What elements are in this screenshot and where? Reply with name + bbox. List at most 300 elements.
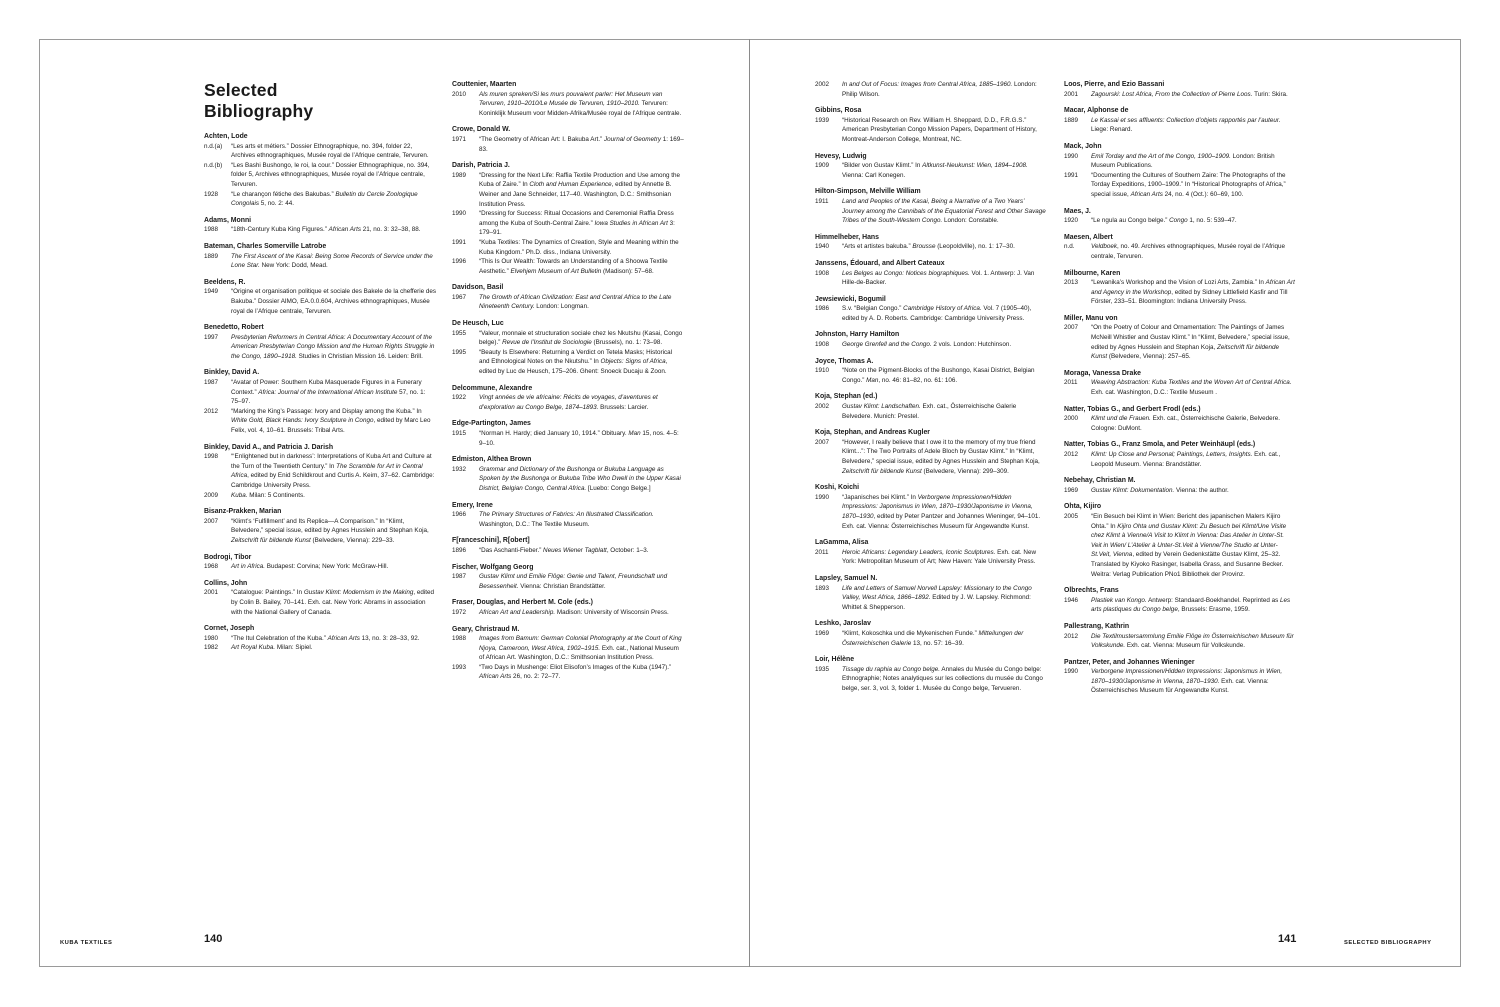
bib-author-group bbox=[815, 106, 1047, 144]
bib-entry-citation: “Norman H. Hardy; died January 10, 1914.” Obituary. Man 15, nos. 4–5: 9–10. bbox=[479, 430, 679, 447]
bib-entry-citation: Heroic Africans: Legendary Leaders, Iconic Sculptures. Exh. cat. New York: Metropolitan Museum of Art; New Haven: Yale University Press. bbox=[842, 548, 1037, 566]
bib-author: Pantzer, Peter, and Johannes Wieninger bbox=[1064, 658, 1195, 666]
bib-author: Fischer, Wolfgang Georg bbox=[452, 563, 534, 571]
bibliography-column-2 bbox=[452, 80, 684, 682]
bib-entry-citation: Les Belges au Congo: Notices biographiques. Vol. 1. Antwerp: J. Van Hille-de-Backer. bbox=[842, 269, 1035, 287]
bib-author-group bbox=[815, 80, 1047, 99]
bib-entry-year: 2007 bbox=[204, 517, 219, 525]
bib-entry-citation: Land and Peoples of the Kasai, Being a Narrative of a Two Years’ Journey among the Cannibals of the Equatorial Forest and Other Savage Tribes of the South-Western Congo. London: Constable. bbox=[842, 197, 1046, 225]
bib-author-group bbox=[1064, 369, 1296, 398]
bib-entry bbox=[452, 257, 684, 276]
bib-author-group bbox=[452, 536, 684, 555]
bib-entry-year: 1989 bbox=[452, 171, 467, 179]
bib-entry bbox=[204, 562, 436, 572]
bib-entry-year: 1986 bbox=[815, 305, 830, 313]
bib-entry-year: 1988 bbox=[204, 226, 219, 234]
bib-author-group bbox=[815, 428, 1047, 476]
bib-entry bbox=[452, 209, 684, 238]
bib-entry-citation: “Two Days in Mushenge: Eliot Elisofon’s Images of the Kuba (1947).” African Arts 26, no. 2: 72–77. bbox=[479, 663, 672, 681]
bib-entry-year: 1980 bbox=[204, 634, 219, 642]
bib-entry-year: 2012 bbox=[204, 407, 219, 415]
bib-author-group bbox=[452, 455, 684, 493]
bib-entry-citation: “On the Poetry of Colour and Ornamentation: The Paintings of James McNeill Whistler and Gustav Klimt.” In “Klimt, Belvedere,” special issue, edited by Agnes Husslein and Stephan Koja, Zeitschrift für bildende Kunst (Belvedere, Vienna): 257–65. bbox=[1091, 324, 1290, 361]
bib-entry-year: 2012 bbox=[1064, 451, 1079, 458]
bib-entry-citation: Le Kassai et ses affluents: Collection d’objets rapportés par l’auteur. Liege: Renard. bbox=[1091, 116, 1281, 134]
bib-author: Edge-Partington, James bbox=[452, 420, 531, 428]
bib-entry-year: 1991 bbox=[1064, 171, 1079, 179]
bib-entry bbox=[815, 548, 1047, 567]
bib-entry-year: 1995 bbox=[452, 348, 467, 356]
bib-entry bbox=[452, 90, 684, 119]
bib-entry-citation: The Growth of African Civilization: East and Central Africa to the Late Nineteenth Century. London: Longman. bbox=[479, 293, 672, 311]
bib-author: Moraga, Vanessa Drake bbox=[1064, 369, 1141, 377]
bib-entry-year: 1987 bbox=[452, 573, 467, 581]
bib-entry-citation: The Primary Structures of Fabrics: An Illustrated Classification. Washington, D.C.: The Textile Museum. bbox=[479, 511, 654, 528]
bib-author: Macar, Alphonse de bbox=[1064, 107, 1129, 115]
bib-author-group bbox=[1064, 476, 1296, 495]
bib-entry-year: 1982 bbox=[204, 644, 219, 652]
bib-entry bbox=[815, 493, 1047, 531]
bib-entry bbox=[452, 546, 684, 556]
bib-entry-year: 1990 bbox=[1064, 668, 1079, 676]
bib-entry-citation: S.v. “Belgian Congo.” Cambridge History of Africa. Vol. 7 (1905–40), edited by A. D. Roberts. Cambridge: Cambridge University Press. bbox=[842, 305, 1032, 322]
bib-entry-year: 1988 bbox=[452, 635, 467, 643]
bib-entry-citation: Gustav Klimt: Landschaften. Exh. cat., Österreichische Galerie Belvedere. Munich: Prestel. bbox=[842, 403, 1017, 420]
bib-entry-citation: “The Geometry of African Art: I. Bakuba Art.” Journal of Geometry 1: 169–83. bbox=[479, 135, 684, 153]
bib-entry bbox=[204, 588, 436, 617]
bib-author-group bbox=[1064, 80, 1296, 99]
bib-entry-year: 1987 bbox=[204, 379, 219, 387]
bib-author-group bbox=[452, 161, 684, 276]
bib-entry-citation: “This Is Our Wealth: Towards an Understanding of a Shoowa Textile Aesthetic.” Elvehjem Museum of Art Bulletin (Madison): 57–68. bbox=[479, 258, 668, 275]
bib-author: Himmelheber, Hans bbox=[815, 233, 879, 241]
bib-entry bbox=[1064, 278, 1296, 307]
bib-entry-year: 1993 bbox=[452, 663, 467, 671]
bib-entry bbox=[815, 161, 1047, 180]
bib-author: Hevesy, Ludwig bbox=[815, 152, 867, 160]
bib-author: Ohta, Kijiro bbox=[1064, 503, 1102, 511]
bib-author-group bbox=[452, 501, 684, 530]
bib-entry-year: 2005 bbox=[1064, 512, 1079, 520]
bib-author: Geary, Christraud M. bbox=[452, 625, 520, 633]
bib-author-group bbox=[815, 357, 1047, 386]
bib-entry-citation: “Origine et organisation politique et sociale des Bakele de la chefferie des Bakuba.” Dossier AIMO, EA.0.0.604, Archives ethnographiques, Musée royal de l’Afrique centrale, Tervuren. bbox=[231, 288, 437, 315]
bib-entry-citation: “However, I really believe that I owe it to the memory of my true friend Klimt...”: The Two Portraits of Adele Bloch by Gustav Klimt.” In “Klimt, Belvedere,” special issue, edited by Agnes Husslein and Stephan Koja, Zeitschrift für bildende Kunst (Belvedere, Vienna): 299–309. bbox=[842, 438, 1040, 475]
bib-author: Mack, John bbox=[1064, 142, 1102, 150]
bib-author-group bbox=[452, 563, 684, 592]
bib-author: Koja, Stephan, and Andreas Kugler bbox=[815, 429, 930, 437]
bib-author-group bbox=[204, 368, 436, 435]
bib-entry bbox=[204, 333, 436, 362]
bib-entry-year: 1935 bbox=[815, 665, 830, 673]
bib-entry-year: 1990 bbox=[452, 210, 467, 218]
bib-entry bbox=[452, 171, 684, 209]
bib-author: Janssens, Édouard, and Albert Cateaux bbox=[815, 259, 945, 267]
bib-entry-year: 2011 bbox=[815, 548, 829, 556]
bib-entry bbox=[204, 225, 436, 235]
bib-entry bbox=[452, 293, 684, 312]
bib-entry-year: 1908 bbox=[815, 341, 830, 349]
bib-entry bbox=[452, 465, 684, 494]
bib-entry-citation: Emil Torday and the Art of the Congo, 1900–1909. London: British Museum Publications. bbox=[1091, 152, 1275, 170]
bib-author-group bbox=[815, 330, 1047, 349]
bib-author: Jewsiewicki, Bogumil bbox=[815, 295, 886, 303]
bib-entry bbox=[815, 402, 1047, 421]
bib-entry bbox=[815, 366, 1047, 385]
bib-author: Maes, J. bbox=[1064, 207, 1091, 215]
bib-author: Emery, Irene bbox=[452, 501, 493, 509]
bib-author: Edmiston, Althea Brown bbox=[452, 456, 532, 464]
bib-author-group bbox=[452, 283, 684, 312]
bib-author-group bbox=[1064, 314, 1296, 362]
bib-author: Natter, Tobias G., and Gerbert Frodl (eds.) bbox=[1064, 405, 1201, 413]
bib-author: Leshko, Jaroslav bbox=[815, 620, 871, 628]
bib-author-group bbox=[1064, 586, 1296, 615]
bib-entry bbox=[1064, 216, 1296, 226]
bib-entry-year: 1971 bbox=[452, 135, 467, 143]
bib-entry-citation: “Klimt, Kokoschka und die Mykenischen Funde.” Mitteilungen der Österreichischen Galerie 13, no. 57: 16–39. bbox=[842, 629, 1024, 647]
bib-author-group bbox=[815, 152, 1047, 181]
page-title bbox=[204, 80, 436, 122]
bib-entry-year: 2011 bbox=[1064, 379, 1078, 387]
bib-author-group bbox=[452, 419, 684, 448]
bib-author-group bbox=[204, 278, 436, 316]
bib-entry bbox=[452, 663, 684, 682]
bib-entry-citation: Als muren spreken/Si les murs pouvaient parler: Het Museum van Tervuren, 1910–2010/Le Musée de Tervuren, 1910–2010. Tervuren: Koninklijk Museum voor Midden-Afrika/Musée royal de l’Afrique centrale. bbox=[479, 90, 682, 117]
bib-entry-year: 1893 bbox=[815, 584, 830, 592]
bib-entry-citation: “Japanisches bei Klimt.” In Verborgene Impressionen/Hidden Impressions: Japonismus in Wien, 1870–1930/Japonisme in Vienna, 1870–1930, edited by Peter Pantzer and Johannes Wieninger, 94–101. Exh. cat. Vienna: Österreichisches Museum für Angewandte Kunst. bbox=[842, 493, 1041, 530]
bib-entry-citation: “Les Bashi Bushongo, le roi, la cour.” Dossier Ethnographique, no. 394, folder 5, Archives ethnographiques, Musée royal de l’Afrique centrale, Tervuren. bbox=[231, 161, 430, 188]
bib-entry bbox=[815, 269, 1047, 288]
bib-author: Loir, Hélène bbox=[815, 656, 855, 664]
bib-entry bbox=[1064, 378, 1296, 397]
bib-entry-citation: Art Royal Kuba. Milan: Sipiel. bbox=[231, 644, 313, 652]
bib-entry-citation: African Art and Leadership. Madison: University of Wisconsin Press. bbox=[479, 608, 669, 616]
bib-author-group bbox=[204, 443, 436, 501]
gutter-line bbox=[749, 39, 750, 967]
bib-entry bbox=[204, 252, 436, 271]
bib-entry-citation: In and Out of Focus: Images from Central Africa, 1885–1960. London: Philip Wilson. bbox=[842, 81, 1037, 98]
bib-author: Gibbins, Rosa bbox=[815, 107, 862, 115]
bib-entry-citation: “Valeur, monnaie et structuration sociale chez les Nkutshu (Kasai, Congo belge).” Revue de l’Institut de Sociologie (Brussels), no. 1: 73–98. bbox=[479, 329, 683, 347]
bib-entry-citation: “Kuba Textiles: The Dynamics of Creation, Style and Meaning within the Kuba Kingdom.” Ph.D. diss., Indiana University. bbox=[479, 238, 679, 256]
bib-entry-year: 1932 bbox=[452, 465, 467, 473]
bib-entry-citation: The First Ascent of the Kasai: Being Some Records of Service under the Lone Star. New York: Dodd, Mead. bbox=[231, 252, 433, 270]
bib-author-group bbox=[204, 132, 436, 209]
bib-entry-citation: Zagourski: Lost Africa, From the Collection of Pierre Loos. Turin: Skira. bbox=[1091, 90, 1288, 98]
bib-entry-year: 2010 bbox=[452, 90, 467, 98]
bib-author-group bbox=[452, 80, 684, 118]
bib-entry bbox=[815, 665, 1047, 694]
bib-author: Natter, Tobias G., Franz Smola, and Peter Weinhäupl (eds.) bbox=[1064, 441, 1256, 449]
page-number-right: 141 bbox=[1278, 933, 1297, 945]
bib-entry-year: 1997 bbox=[204, 333, 219, 341]
bib-entry-citation: Gustav Klimt und Emilie Flöge: Genie und Talent, Freundschaft und Besessenheit. Vienna: Christian Brandstätter. bbox=[479, 573, 668, 590]
bibliography-column-1 bbox=[204, 80, 436, 653]
bib-author-group bbox=[204, 323, 436, 361]
bib-entry-year: 1909 bbox=[815, 162, 830, 170]
bib-entry bbox=[1064, 171, 1296, 200]
bib-author: Milbourne, Karen bbox=[1064, 269, 1121, 277]
bib-entry-citation: “Les arts et métiers.” Dossier Ethnographique, no. 394, folder 22, Archives ethnographiques, Musée royal de l’Afrique centrale, Tervuren. bbox=[231, 142, 429, 160]
bib-author-group bbox=[1064, 622, 1296, 651]
bib-entry-year: 2013 bbox=[1064, 279, 1079, 287]
bib-author: Olbrechts, Frans bbox=[1064, 587, 1119, 595]
bib-entry bbox=[815, 197, 1047, 226]
bib-entry bbox=[452, 135, 684, 154]
bib-entry bbox=[815, 304, 1047, 323]
bib-author-group bbox=[204, 242, 436, 271]
bib-entry-year: 1922 bbox=[452, 394, 467, 402]
bib-entry-citation: “Documenting the Cultures of Southern Zaire: The Photographs of the Torday Expeditions, 1900–1909.” In “Historical Photographs of Africa,” special issue, African Arts 24, no. 4 (Oct.): 60–69, 100. bbox=[1091, 171, 1286, 198]
running-head-right: SELECTED BIBLIOGRAPHY bbox=[1344, 940, 1432, 946]
bib-entry bbox=[1064, 116, 1296, 135]
bib-author: Couttenier, Maarten bbox=[452, 81, 517, 88]
bib-entry-citation: Images from Bamum: German Colonial Photography at the Court of King Njoya, Cameroon, West Africa, 1902–1915. Exh. cat., National Museum of African Art. Washington, D.C.: Smithsonian Institution Press. bbox=[479, 635, 682, 662]
bib-entry-year: 1889 bbox=[1064, 116, 1079, 124]
bib-entry-citation: “Bilder von Gustav Klimt.” In Altkunst-Neukunst: Wien, 1894–1908. Vienna: Carl Konegen. bbox=[842, 162, 1028, 179]
bib-entry-citation: Gustav Klimt: Dokumentation. Vienna: the author. bbox=[1091, 486, 1229, 494]
bib-author-group bbox=[1064, 658, 1296, 696]
bib-entry-citation: Grammar and Dictionary of the Bushonga or Bukuba Language as Spoken by the Bushonga or Bukuba Tribe Who Dwell in the Upper Kasai District, Belgian Congo, Central Africa. [Luebo: Congo Belge.] bbox=[479, 465, 681, 492]
bib-author: Davidson, Basil bbox=[452, 284, 504, 292]
bib-entry-citation: “Arts et artistes bakuba.” Brousse (Leopoldville), no. 1: 17–30. bbox=[842, 243, 1015, 251]
bib-entry-year: 1949 bbox=[204, 288, 219, 296]
bib-entry-year: 2001 bbox=[204, 589, 219, 597]
bib-entry-year: 1991 bbox=[452, 238, 467, 246]
bib-entry bbox=[204, 452, 436, 490]
bib-entry-citation: Plastiek van Kongo. Antwerp: Standaard-Boekhandel. Reprinted as Les arts plastiques du Congo belge, Brussels: Erasme, 1959. bbox=[1091, 596, 1291, 614]
bib-author: Cornet, Joseph bbox=[204, 625, 255, 633]
running-head-left: KUBA TEXTILES bbox=[60, 940, 113, 946]
bib-author: Bateman, Charles Somerville Latrobe bbox=[204, 242, 327, 250]
bib-entry-citation: Klimt: Up Close and Personal; Paintings, Letters, Insights. Exh. cat., Leopold Museum. Vienna: Brandstätter. bbox=[1091, 451, 1281, 468]
bib-author-group bbox=[815, 619, 1047, 648]
bib-entry-year: 2007 bbox=[1064, 324, 1079, 332]
bib-entry-year: 1969 bbox=[1064, 486, 1079, 494]
bib-author-group bbox=[1064, 440, 1296, 469]
bib-entry-year: n.d.(b) bbox=[204, 161, 223, 169]
bib-entry bbox=[452, 393, 684, 412]
bib-entry-year: 1946 bbox=[1064, 596, 1079, 604]
bib-entry-citation: Vingt années de vie africaine: Récits de voyages, d’aventures et d’exploration au Congo Belge, 1874–1893. Brussels: Larcier. bbox=[479, 394, 658, 411]
bib-entry-citation: “Beauty Is Elsewhere: Returning a Verdict on Tetela Masks; Historical and Ethnological Notes on the Nkutshu.” In Objects: Signs of Africa, edited by Luc de Heusch, 175–206. Ghent: Snoeck Ducaju & Zoon. bbox=[479, 348, 673, 376]
bib-entry bbox=[1064, 667, 1296, 696]
bib-entry bbox=[452, 572, 684, 591]
bib-entry-citation: Presbyterian Reformers in Central Africa: A Documentary Account of the American Presbyterian Congo Mission and the Human Rights Struggle in the Congo, 1890–1918. Studies in Christian Mission 16. Leiden: Brill. bbox=[231, 333, 435, 360]
bib-author-group bbox=[452, 125, 684, 154]
bib-entry bbox=[204, 190, 436, 209]
bib-entry-citation: Life and Letters of Samuel Norvell Lapsley: Missionary to the Congo Valley, West Africa, 1866–1892. Edited by J. W. Lapsley. Richmond: Whittet & Shepperson. bbox=[842, 584, 1032, 611]
page-number-left: 140 bbox=[204, 933, 223, 945]
bib-author: Bodrogi, Tibor bbox=[204, 553, 252, 561]
bib-entry bbox=[815, 340, 1047, 350]
bib-author: Fraser, Douglas, and Herbert M. Cole (eds.) bbox=[452, 599, 593, 607]
bib-entry-citation: “Marking the King’s Passage: Ivory and Display among the Kuba.” In White Gold, Black Hands: Ivory Sculpture in Congo, edited by Marc Leo Felix, vol. 4, 10–61. Brussels: Tribal Arts. bbox=[231, 407, 431, 435]
title-line-1: Selected bbox=[204, 80, 278, 100]
bib-author: Beeldens, R. bbox=[204, 278, 246, 286]
bib-entry bbox=[1064, 450, 1296, 469]
bib-author-group bbox=[815, 259, 1047, 288]
bib-entry bbox=[452, 348, 684, 377]
bib-entry-citation: Tissage du raphia au Congo belge. Annales du Musée du Congo belge: Ethnographie; Notes analytiques sur les collections du musée du Congo belge, ser. 3, vol. 3, folder 1. Musée du Congo belge, Tervueren. bbox=[842, 665, 1043, 692]
bib-author: Collins, John bbox=[204, 579, 248, 587]
bib-author-group bbox=[1064, 405, 1296, 434]
bib-author: LaGamma, Alisa bbox=[815, 539, 869, 547]
bib-entry bbox=[452, 608, 684, 618]
bib-entry-citation: Klimt und die Frauen. Exh. cat., Österreichische Galerie, Belvedere. Cologne: DuMont. bbox=[1091, 415, 1281, 432]
bibliography-column-4 bbox=[1064, 80, 1296, 696]
bib-entry bbox=[204, 142, 436, 161]
bib-entry-year: 1998 bbox=[204, 453, 219, 461]
bib-entry bbox=[452, 510, 684, 529]
bibliography-column-3 bbox=[815, 80, 1047, 693]
bib-author-group bbox=[204, 624, 436, 653]
bib-author-group bbox=[452, 319, 684, 377]
bib-author: Delcommune, Alexandre bbox=[452, 384, 533, 392]
bib-entry bbox=[815, 116, 1047, 145]
bib-entry-year: 1908 bbox=[815, 269, 830, 277]
bib-entry bbox=[204, 634, 436, 644]
bib-entry bbox=[204, 517, 436, 546]
bib-author: Achten, Lode bbox=[204, 133, 248, 140]
title-line-2: Bibliography bbox=[204, 101, 314, 121]
bib-author: Maesen, Albert bbox=[1064, 233, 1113, 241]
bib-entry-citation: Weaving Abstraction: Kuba Textiles and the Woven Art of Central Africa. Exh. cat. Washington, D.C.: Textile Museum . bbox=[1091, 379, 1292, 397]
bib-entry-year: 1915 bbox=[452, 430, 467, 437]
bib-entry-year: 2002 bbox=[815, 81, 830, 88]
bib-entry-year: 2001 bbox=[1064, 90, 1079, 98]
bib-entry-year: 1910 bbox=[815, 367, 830, 375]
bib-author-group bbox=[204, 216, 436, 235]
bib-entry-citation: “Das Aschanti-Fieber.” Neues Wiener Tagblatt, October: 1–3. bbox=[479, 546, 649, 554]
bib-author: Lapsley, Samuel N. bbox=[815, 574, 878, 582]
bib-author: De Heusch, Luc bbox=[452, 320, 504, 328]
bib-entry bbox=[815, 584, 1047, 613]
bib-entry bbox=[1064, 486, 1296, 496]
bib-author: Darish, Patricia J. bbox=[452, 162, 510, 170]
bib-entry bbox=[1064, 90, 1296, 100]
bib-author: Hilton-Simpson, Melville William bbox=[815, 188, 921, 196]
bib-entry bbox=[1064, 596, 1296, 615]
bib-entry-citation: “Le charançon fétiche des Bakubas.” Bulletin du Cercle Zoologique Congolais 5, no. 2: 44. bbox=[231, 190, 418, 208]
bib-author: Loos, Pierre, and Ezio Bassani bbox=[1064, 81, 1165, 88]
bib-author: Binkley, David A., and Patricia J. Darish bbox=[204, 443, 334, 451]
bib-author: Koshi, Koichi bbox=[815, 484, 860, 492]
bib-author: Benedetto, Robert bbox=[204, 324, 264, 332]
bib-entry-year: 2007 bbox=[815, 438, 830, 446]
bib-entry bbox=[204, 161, 436, 190]
bib-entry-citation: “Le ngula au Congo belge.” Congo 1, no. 5: 539–47. bbox=[1091, 217, 1237, 225]
bib-author: Adams, Monni bbox=[204, 216, 252, 224]
bib-author-group bbox=[1064, 207, 1296, 226]
bib-entry-year: 1968 bbox=[204, 563, 219, 571]
bib-entry-citation: “Ein Besuch bei Klimt in Wien: Bericht des japanischen Malers Kijiro Ohta.” In Kijiro Ohta und Gustav Klimt: Zu Besuch bei Klimt/Une Visite chez Klimt à Vienne/A Visit to Klimt in Vienna: Das Atelier in Unter-St. Veit in Wien/ L’Atelier à Unter-St.Veit à Vienne/The Studio at Unter-St.Veit, Vienna, edited by Verein Gedenkstätte Gustav Klimt, 25–32. Translated by Kiyoko Rasinger, Isabella Grass, and Susanne Becker. Weitra: Verlag Publication PNo1 Bibliothek der Provinz. bbox=[1091, 512, 1287, 578]
bib-entry bbox=[452, 329, 684, 348]
bib-author-group bbox=[1064, 233, 1296, 262]
bib-author: Koja, Stephan (ed.) bbox=[815, 393, 878, 401]
bib-author: F[ranceschini], R[obert] bbox=[452, 537, 530, 545]
bib-author-group bbox=[1064, 269, 1296, 307]
bib-entry-year: 2000 bbox=[1064, 415, 1079, 423]
bib-entry-citation: “Historical Research on Rev. William H. Sheppard, D.D., F.R.G.S.” American Presbyterian Congo Mission Papers, Department of History, Montreat-Anderson College, Montreat, NC. bbox=[842, 116, 1037, 143]
bib-author-group bbox=[815, 574, 1047, 612]
bib-author: Miller, Manu von bbox=[1064, 314, 1118, 322]
bib-entry-citation: “Avatar of Power: Southern Kuba Masquerade Figures in a Funerary Context.” Africa: Journal of the International African Institute 57, no. 1: 75–97. bbox=[231, 379, 426, 406]
bib-entry-year: n.d. bbox=[1064, 243, 1075, 251]
bib-entry-citation: Veldboek, no. 49. Archives ethnographiques, Musée royal de l’Afrique centrale, Tervuren. bbox=[1091, 243, 1286, 260]
bib-entry-year: 1990 bbox=[1064, 152, 1079, 160]
bib-entry-year: 1939 bbox=[815, 116, 830, 124]
bib-entry-citation: Kuba. Milan: 5 Continents. bbox=[231, 491, 305, 499]
bib-entry-citation: “Dressing for Success: Ritual Occasions and Ceremonial Raffia Dress among the Kuba of South-Central Zaire.” Iowa Studies in African Art 3: 179–91. bbox=[479, 210, 675, 237]
bib-author-group bbox=[815, 295, 1047, 324]
bib-entry-citation: “Klimt’s ‘Fulfillment’ and Its Replica—A Comparison.” In “Klimt, Belvedere,” special issue, edited by Agnes Husslein and Stephan Koja, Zeitschrift für bildende Kunst (Belvedere, Vienna): 229–33. bbox=[231, 517, 429, 544]
bib-entry-citation: “Note on the Pigment-Blocks of the Bushongo, Kasai District, Belgian Congo.” Man, no. 46: 81–82, no. 61: 106. bbox=[842, 367, 1035, 384]
bib-author: Crowe, Donald W. bbox=[452, 126, 511, 134]
bib-entry-year: 1967 bbox=[452, 293, 467, 301]
bib-author: Johnston, Harry Hamilton bbox=[815, 331, 900, 339]
bib-entry-year: 1940 bbox=[815, 243, 830, 251]
bib-entry bbox=[204, 378, 436, 407]
bib-author: Joyce, Thomas A. bbox=[815, 357, 874, 365]
bib-entry bbox=[815, 438, 1047, 476]
bib-entry-year: 1955 bbox=[452, 329, 467, 337]
bib-author: Binkley, David A. bbox=[204, 369, 260, 377]
bib-entry bbox=[452, 634, 684, 663]
bib-author-group bbox=[1064, 142, 1296, 200]
bib-entry-year: 2009 bbox=[204, 491, 219, 499]
bib-entry bbox=[204, 643, 436, 653]
bib-entry bbox=[204, 407, 436, 436]
bib-author-group bbox=[204, 507, 436, 545]
bib-entry-year: n.d.(a) bbox=[204, 142, 223, 150]
bib-author-group bbox=[815, 392, 1047, 421]
bib-entry-year: 1920 bbox=[1064, 217, 1079, 225]
bib-entry-year: 1896 bbox=[452, 546, 467, 554]
bib-author-group bbox=[204, 553, 436, 572]
bib-author-group bbox=[452, 598, 684, 617]
bib-entry bbox=[815, 629, 1047, 648]
bib-entry bbox=[204, 491, 436, 501]
bib-entry-year: 1889 bbox=[204, 252, 219, 260]
bib-entry-year: 1966 bbox=[452, 511, 467, 519]
bib-entry bbox=[1064, 152, 1296, 171]
bib-entry bbox=[1064, 632, 1296, 651]
bib-entry-citation: “18th-Century Kuba King Figures.” African Arts 21, no. 3: 32–38, 88. bbox=[231, 226, 421, 234]
bib-author: Pallestrang, Kathrin bbox=[1064, 622, 1130, 630]
bib-entry-citation: “Catalogue: Paintings.” In Gustav Klimt: Modernism in the Making, edited by Colin B. Bailey, 70–141. Exh. cat. New York: Abrams in association with the National Gallery of Canada. bbox=[231, 589, 435, 616]
bib-author-group bbox=[815, 233, 1047, 252]
bib-entry bbox=[204, 287, 436, 316]
bib-entry-citation: George Grenfell and the Congo. 2 vols. London: Hutchinson. bbox=[842, 341, 1012, 349]
bib-entry-citation: Verborgene Impressionen/Hidden Impressions: Japonismus in Wien, 1870–1930/Japonisme in Vienna, 1870–1930. Exh. cat. Vienna: Österreichisches Museum für Angewandte Kunst. bbox=[1091, 668, 1283, 695]
bib-entry-citation: Die Textilmustersammlung Emilie Flöge im Österreichischen Museum für Volkskunde. Exh. cat. Vienna: Museum für Volkskunde. bbox=[1091, 632, 1294, 650]
bib-author-group bbox=[1064, 502, 1296, 579]
bib-author-group bbox=[204, 579, 436, 617]
bib-entry bbox=[452, 429, 684, 448]
bib-entry bbox=[815, 80, 1047, 99]
bib-author: Nebehay, Christian M. bbox=[1064, 477, 1136, 485]
bib-entry-citation: “The Itul Celebration of the Kuba.” African Arts 13, no. 3: 28–33, 92. bbox=[231, 634, 420, 642]
bib-entry-citation: “Lewanika’s Workshop and the Vision of Lozi Arts, Zambia.” In African Art and Agency in the Workshop, edited by Sidney Littlefield Kasfir and Till Förster, 233–51. Bloomington: Indiana University Press. bbox=[1091, 279, 1295, 306]
bib-entry-year: 1996 bbox=[452, 258, 467, 266]
bib-entry bbox=[1064, 323, 1296, 361]
bib-entry bbox=[1064, 414, 1296, 433]
bib-entry-citation: “Dressing for the Next Life: Raffia Textile Production and Use among the Kuba of Zaire.” In Cloth and Human Experience, edited by Annette B. Weiner and Jane Schneider, 117–40. Washington, D.C.: Smithsonian Institution Press. bbox=[479, 171, 681, 208]
bib-entry bbox=[815, 242, 1047, 252]
bib-author-group bbox=[452, 384, 684, 413]
